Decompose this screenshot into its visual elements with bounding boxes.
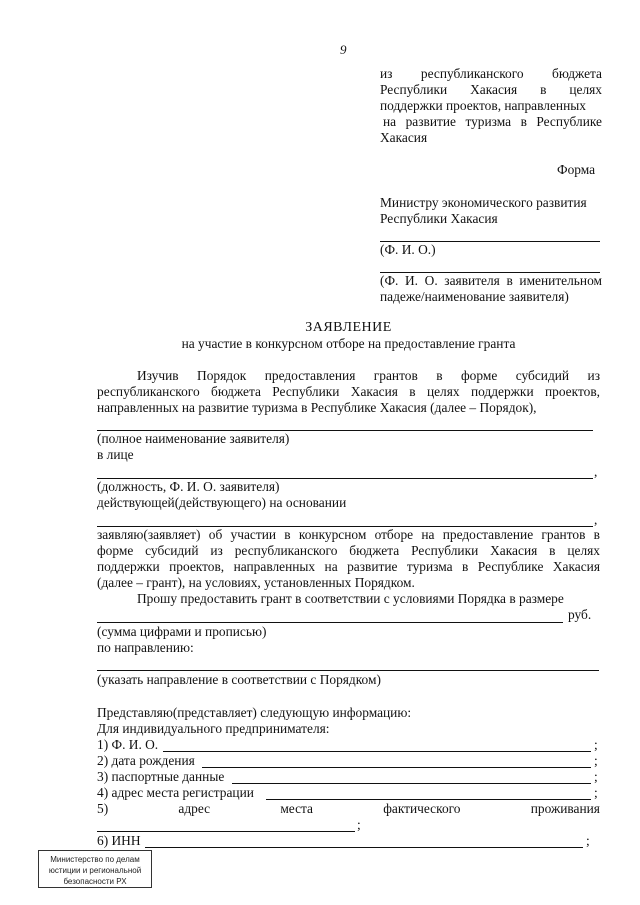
info-intro: Представляю(представляет) следующую информацию:	[97, 705, 412, 720]
info-item-5-number: 5)	[97, 801, 109, 816]
appendix-line-1: из республиканского бюджета	[380, 66, 602, 81]
info-item-5-word-4: проживания	[530, 801, 600, 816]
direction-caption: (указать направление в соответствии с Порядком)	[97, 672, 381, 687]
currency-label: руб.	[568, 607, 592, 622]
stamp-line-1: Министерство по делам	[50, 855, 140, 864]
sum-caption: (сумма цифрами и прописью)	[97, 624, 267, 639]
appendix-line-4: на развитие туризма в Республике	[383, 114, 602, 129]
basis-line-comma: ,	[594, 512, 598, 527]
info-item-5-word-3: фактического	[383, 801, 461, 816]
info-item-1-semicolon: ;	[594, 737, 598, 752]
stamp-line-2: юстиции и региональной	[48, 866, 142, 875]
ministry-stamp	[38, 850, 152, 888]
info-item-4: 4) адрес места регистрации	[97, 785, 254, 800]
form-label: Форма	[557, 162, 596, 177]
info-item-4-semicolon: ;	[594, 785, 598, 800]
request-line: Прошу предоставить грант в соответствии с условиями Порядка в размере	[137, 591, 564, 606]
info-item-4-line	[266, 799, 591, 800]
info-item-2-line	[202, 767, 591, 768]
fio-caption: (Ф. И. О.)	[380, 242, 436, 257]
info-item-1-line	[163, 751, 591, 752]
declaration-line-1: заявляю(заявляет) об участии в конкурсном отборе на предоставление грантов в	[97, 527, 600, 542]
appendix-line-2: Республики Хакасия в целях	[380, 82, 602, 97]
info-item-5-line	[97, 831, 355, 832]
info-item-5-semicolon: ;	[357, 817, 361, 832]
info-item-2-semicolon: ;	[594, 753, 598, 768]
declaration-line-3: поддержки проектов, направленных на развитие туризма в Республике Хакасия	[97, 559, 600, 574]
in-person-label: в лице	[97, 447, 134, 462]
page-number: 9	[340, 42, 347, 57]
sum-line	[97, 622, 563, 623]
info-item-2: 2) дата рождения	[97, 753, 195, 768]
info-item-6-semicolon: ;	[586, 833, 590, 848]
appendix-line-3: поддержки проектов, направленных	[380, 98, 586, 113]
declaration-line-4: (далее – грант), на условиях, установленных Порядком.	[97, 575, 415, 590]
addressee-line-2: Республики Хакасия	[380, 211, 498, 226]
info-item-3-semicolon: ;	[594, 769, 598, 784]
info-item-6-line	[145, 847, 583, 848]
info-item-3: 3) паспортные данные	[97, 769, 225, 784]
direction-line	[97, 670, 599, 671]
intro-line-2: республиканского бюджета Республики Хакасия в целях поддержки проектов,	[97, 384, 600, 399]
info-item-5-word-1: адрес	[178, 801, 211, 816]
position-caption: (должность, Ф. И. О. заявителя)	[97, 479, 280, 494]
ip-header: Для индивидуального предпринимателя:	[97, 721, 330, 736]
document-title: ЗАЯВЛЕНИЕ	[305, 320, 392, 335]
info-item-6: 6) ИНН	[97, 833, 141, 848]
acting-label: действующей(действующего) на основании	[97, 495, 347, 510]
direction-label: по направлению:	[97, 640, 194, 655]
info-item-3-line	[232, 783, 591, 784]
full-name-caption: (полное наименование заявителя)	[97, 431, 290, 446]
addressee-line-1: Министру экономического развития	[380, 195, 587, 210]
position-line-comma: ,	[594, 464, 598, 479]
stamp-line-3: безопасности РХ	[63, 877, 127, 886]
applicant-caption-1: (Ф. И. О. заявителя в именительном	[380, 273, 602, 288]
info-item-5	[97, 801, 600, 817]
declaration-line-2: форме субсидий из республиканского бюджета Республики Хакасия в целях	[97, 543, 600, 558]
info-item-1: 1) Ф. И. О.	[97, 737, 159, 752]
applicant-caption-2: падеже/наименование заявителя)	[380, 289, 569, 304]
intro-line-3: направленных на развитие туризма в Республике Хакасия (далее – Порядок),	[97, 400, 537, 415]
intro-line-1: Изучив Порядок предоставления грантов в форме субсидий из	[137, 368, 600, 383]
appendix-line-5: Хакасия	[380, 130, 428, 145]
document-subtitle: на участие в конкурсном отборе на предоставление гранта	[181, 336, 516, 351]
info-item-5-word-2: места	[280, 801, 313, 816]
